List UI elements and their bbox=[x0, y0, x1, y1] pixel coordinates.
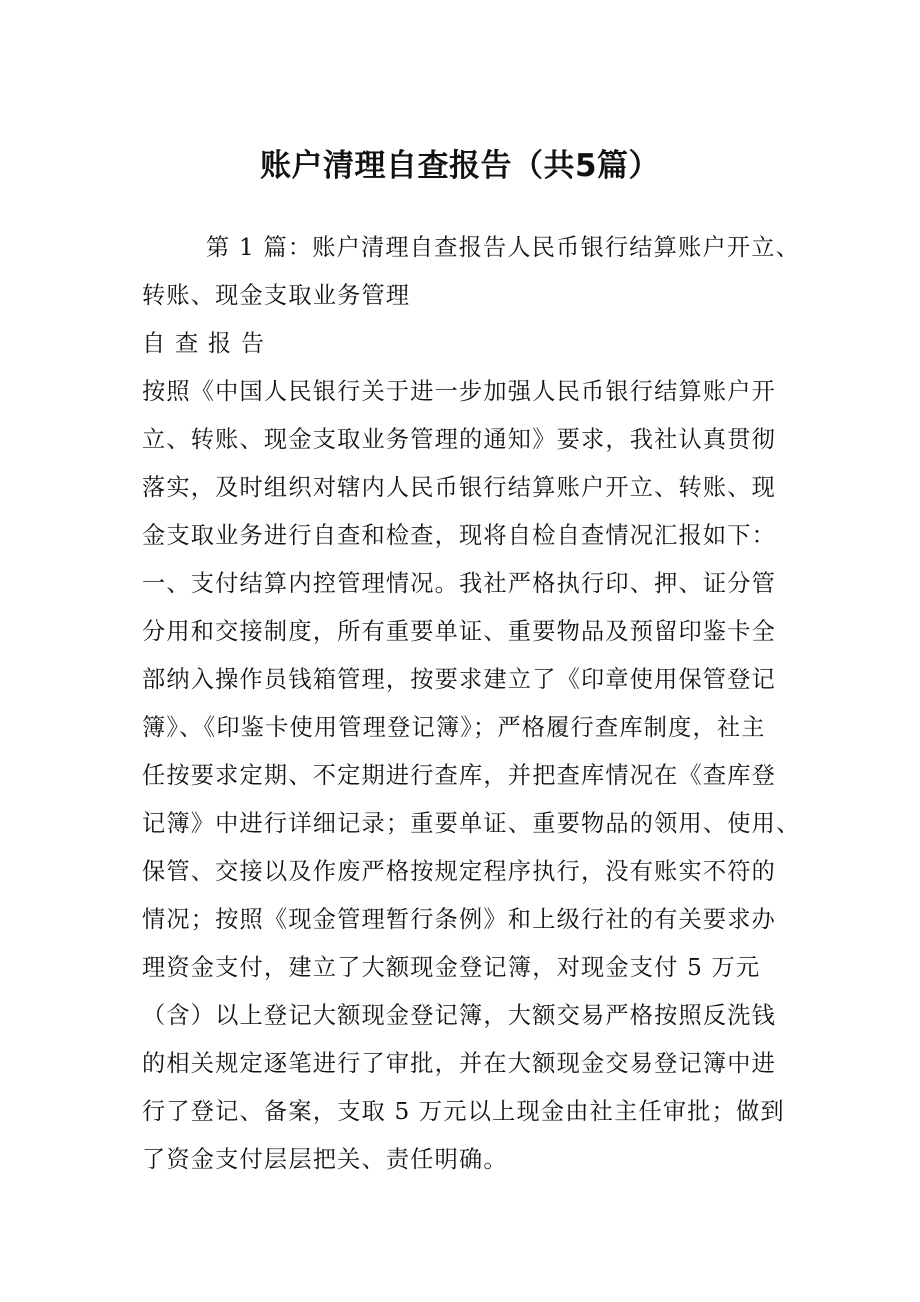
body-line: 任按要求定期、不定期进行查库，并把查库情况在《查库登 bbox=[142, 762, 777, 789]
body-line: 落实，及时组织对辖内人民币银行结算账户开立、转账、现 bbox=[142, 474, 777, 501]
section-1-heading-line: 第 1 篇：账户清理自查报告人民币银行结算账户开立、 bbox=[206, 234, 801, 261]
body-line: 簿》、《印鉴卡使用管理登记簿》；严格履行查库制度，社主 bbox=[142, 714, 766, 741]
body-line: 情况；按照《现金管理暂行条例》和上级行社的有关要求办 bbox=[142, 906, 777, 933]
report-label-text: 自 查 报 告 bbox=[142, 330, 266, 357]
body-line: 的相关规定逐笔进行了审批，并在大额现金交易登记簿中进 bbox=[142, 1050, 777, 1077]
body-line: 金支取业务进行自查和检查，现将自检自查情况汇报如下： bbox=[142, 522, 777, 549]
body-paragraph bbox=[142, 368, 801, 1184]
body-line: 按照《中国人民银行关于进一步加强人民币银行结算账户开 bbox=[142, 378, 777, 405]
document-title: 账户清理自查报告（共5篇） bbox=[259, 148, 661, 184]
section-1-heading bbox=[142, 224, 801, 320]
body-line: 部纳入操作员钱箱管理，按要求建立了《印章使用保管登记 bbox=[142, 666, 777, 693]
document-body bbox=[142, 224, 801, 1184]
body-line: 理资金支付，建立了大额现金登记簿，对现金支付 5 万元 bbox=[142, 954, 761, 981]
section-1-heading-line: 转账、现金支取业务管理 bbox=[142, 282, 411, 309]
body-line: 分用和交接制度，所有重要单证、重要物品及预留印鉴卡全 bbox=[142, 618, 777, 645]
body-line: 行了登记、备案，支取 5 万元以上现金由社主任审批；做到 bbox=[142, 1098, 785, 1125]
body-line: （含）以上登记大额现金登记簿，大额交易严格按照反洗钱 bbox=[142, 1002, 777, 1029]
body-line: 了资金支付层层把关、责任明确。 bbox=[142, 1146, 508, 1173]
body-line: 记簿》中进行详细记录；重要单证、重要物品的领用、使用、 bbox=[142, 810, 801, 837]
report-label bbox=[142, 320, 792, 368]
body-line: 立、转账、现金支取业务管理的通知》要求，我社认真贯彻 bbox=[142, 426, 777, 453]
body-line: 一、支付结算内控管理情况。我社严格执行印、押、证分管 bbox=[142, 570, 777, 597]
body-line: 保管、交接以及作废严格按规定程序执行，没有账实不符的 bbox=[142, 858, 777, 885]
